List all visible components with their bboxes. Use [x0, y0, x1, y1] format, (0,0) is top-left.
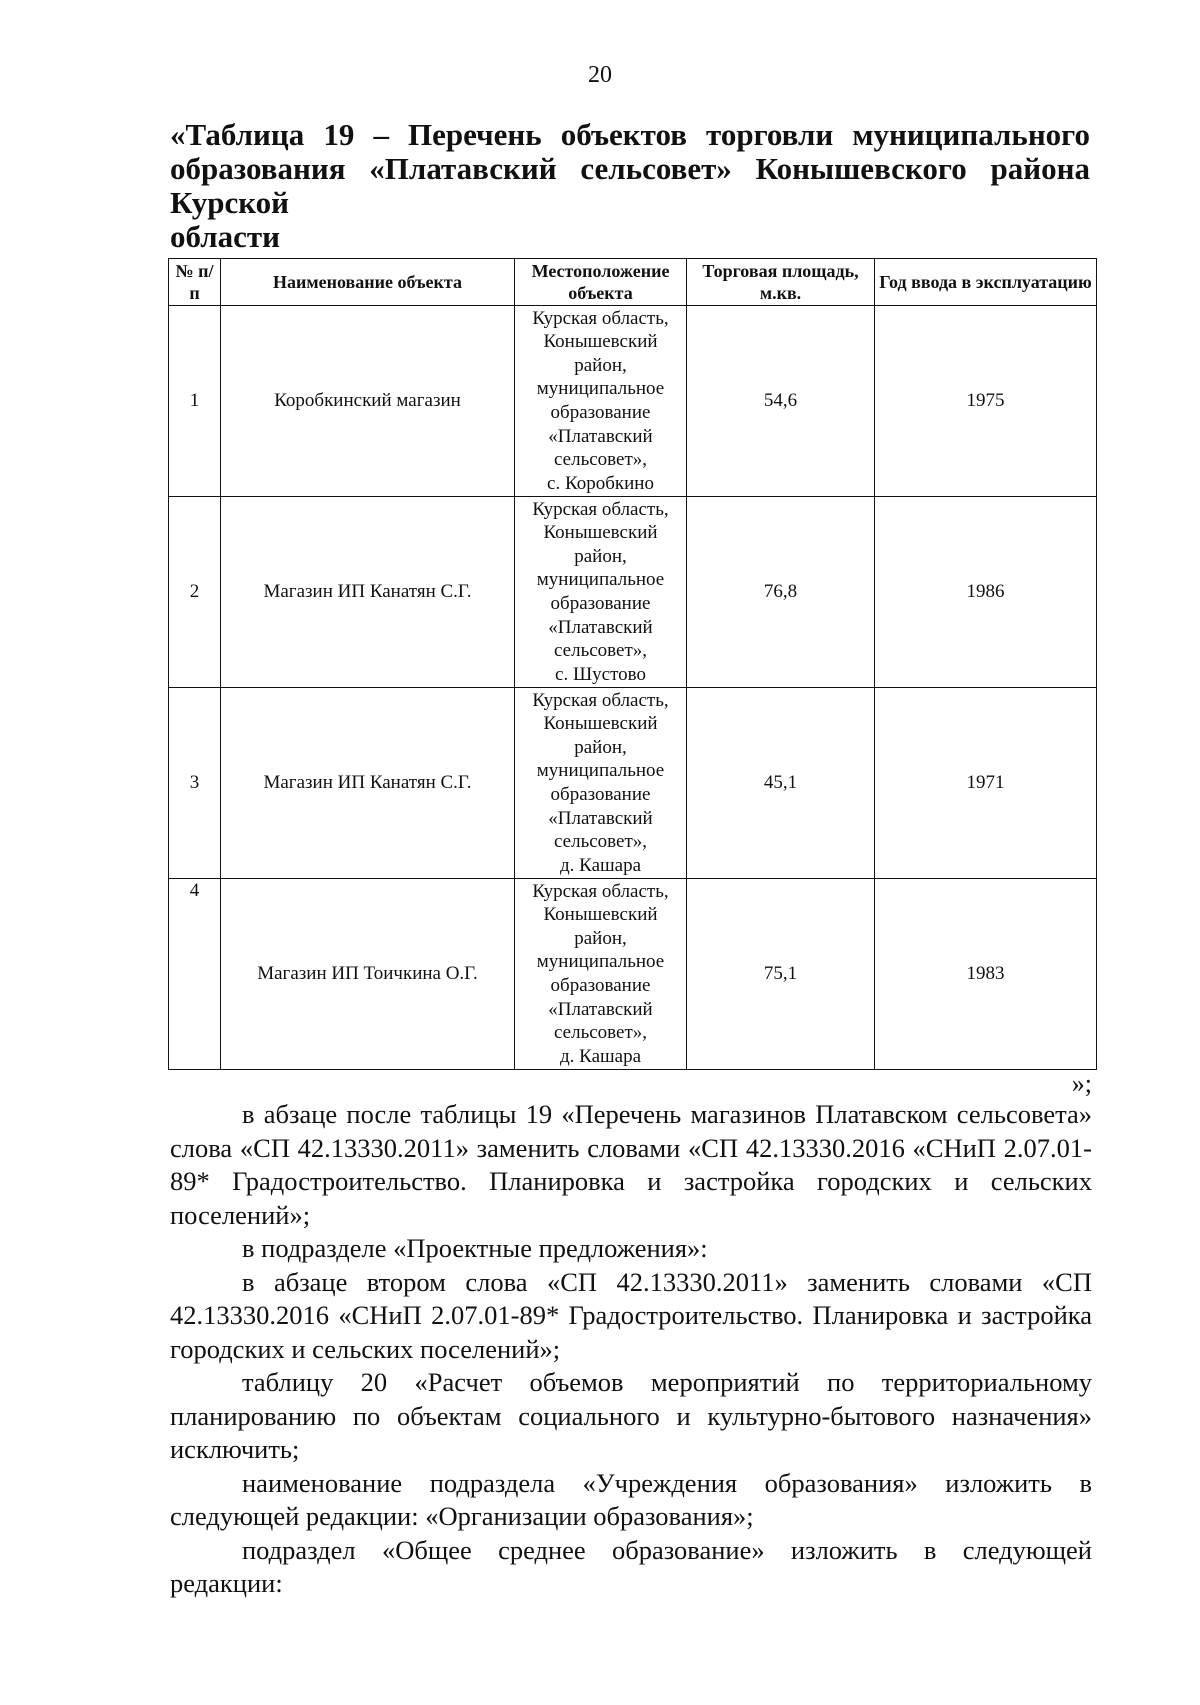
cell-area: 45,1 [687, 688, 875, 879]
cell-location: Курская область, Конышевский район, муниципальное образование «Платавский сельсовет», с. Коробкино [515, 306, 687, 497]
cell-area: 54,6 [687, 306, 875, 497]
cell-name: Магазин ИП Тоичкина О.Г. [221, 879, 515, 1070]
header-location: Местоположение объекта [515, 259, 687, 306]
body-text [170, 1098, 1092, 1601]
paragraph: таблицу 20 «Расчет объемов мероприятий по территориальному планированию по объектам социального и культурно-бытового назначения» исключить; [170, 1367, 1092, 1464]
cell-year: 1975 [875, 306, 1097, 497]
cell-location: Курская область, Конышевский район, муниципальное образование «Платавский сельсовет», с. Шустово [515, 497, 687, 688]
trade-objects-table [168, 258, 1097, 1070]
table-title [170, 118, 1090, 254]
cell-location: Курская область, Конышевский район, муниципальное образование «Платавский сельсовет», д. Кашара [515, 688, 687, 879]
cell-number: 1 [169, 306, 221, 497]
cell-area: 76,8 [687, 497, 875, 688]
cell-year: 1971 [875, 688, 1097, 879]
paragraph: в подразделе «Проектные предложения»: [242, 1233, 708, 1263]
table-row [169, 688, 1097, 879]
cell-number: 3 [169, 688, 221, 879]
table-header-row [169, 259, 1097, 306]
cell-name: Коробкинский магазин [221, 306, 515, 497]
cell-name: Магазин ИП Канатян С.Г. [221, 497, 515, 688]
paragraph: подраздел «Общее среднее образование» изложить в следующей редакции: [170, 1534, 1092, 1598]
table-row [169, 879, 1097, 1070]
cell-number: 2 [169, 497, 221, 688]
header-year: Год ввода в эксплуатацию [875, 259, 1097, 306]
cell-year: 1986 [875, 497, 1097, 688]
paragraph: в абзаце после таблицы 19 «Перечень магазинов Платавском сельсовета» слова «СП 42.13330.2011» заменить словами «СП 42.13330.2016 «СНиП 2.07.01-89* Градостроительство. Планировка и застройка городских и сельских поселений»; [170, 1099, 1092, 1230]
table-row [169, 306, 1097, 497]
table-title-line-3: области [170, 219, 280, 254]
paragraph: в абзаце втором слова «СП 42.13330.2011» заменить словами «СП 42.13330.2016 «СНиП 2.07.01-89* Градостроительство. Планировка и застройка городских и сельских поселений»; [170, 1266, 1092, 1364]
cell-number: 4 [169, 879, 221, 1070]
paragraph: наименование подраздела «Учреждения образования» изложить в следующей редакции: «Организации образования»; [170, 1467, 1092, 1531]
closing-quote: »; [1071, 1069, 1092, 1098]
header-number: № п/п [169, 259, 221, 306]
page-number: 20 [588, 62, 612, 88]
table-title-line-2: образования «Платавский сельсовет» Конышевского района Курской [170, 151, 1090, 220]
header-area: Торговая площадь, м.кв. [687, 259, 875, 306]
header-name: Наименование объекта [221, 259, 515, 306]
cell-year: 1983 [875, 879, 1097, 1070]
cell-name: Магазин ИП Канатян С.Г. [221, 688, 515, 879]
cell-area: 75,1 [687, 879, 875, 1070]
cell-location: Курская область, Конышевский район, муниципальное образование «Платавский сельсовет», д. Кашара [515, 879, 687, 1070]
table-title-line-1: «Таблица 19 – Перечень объектов торговли муниципального [170, 117, 1090, 152]
table-row [169, 497, 1097, 688]
